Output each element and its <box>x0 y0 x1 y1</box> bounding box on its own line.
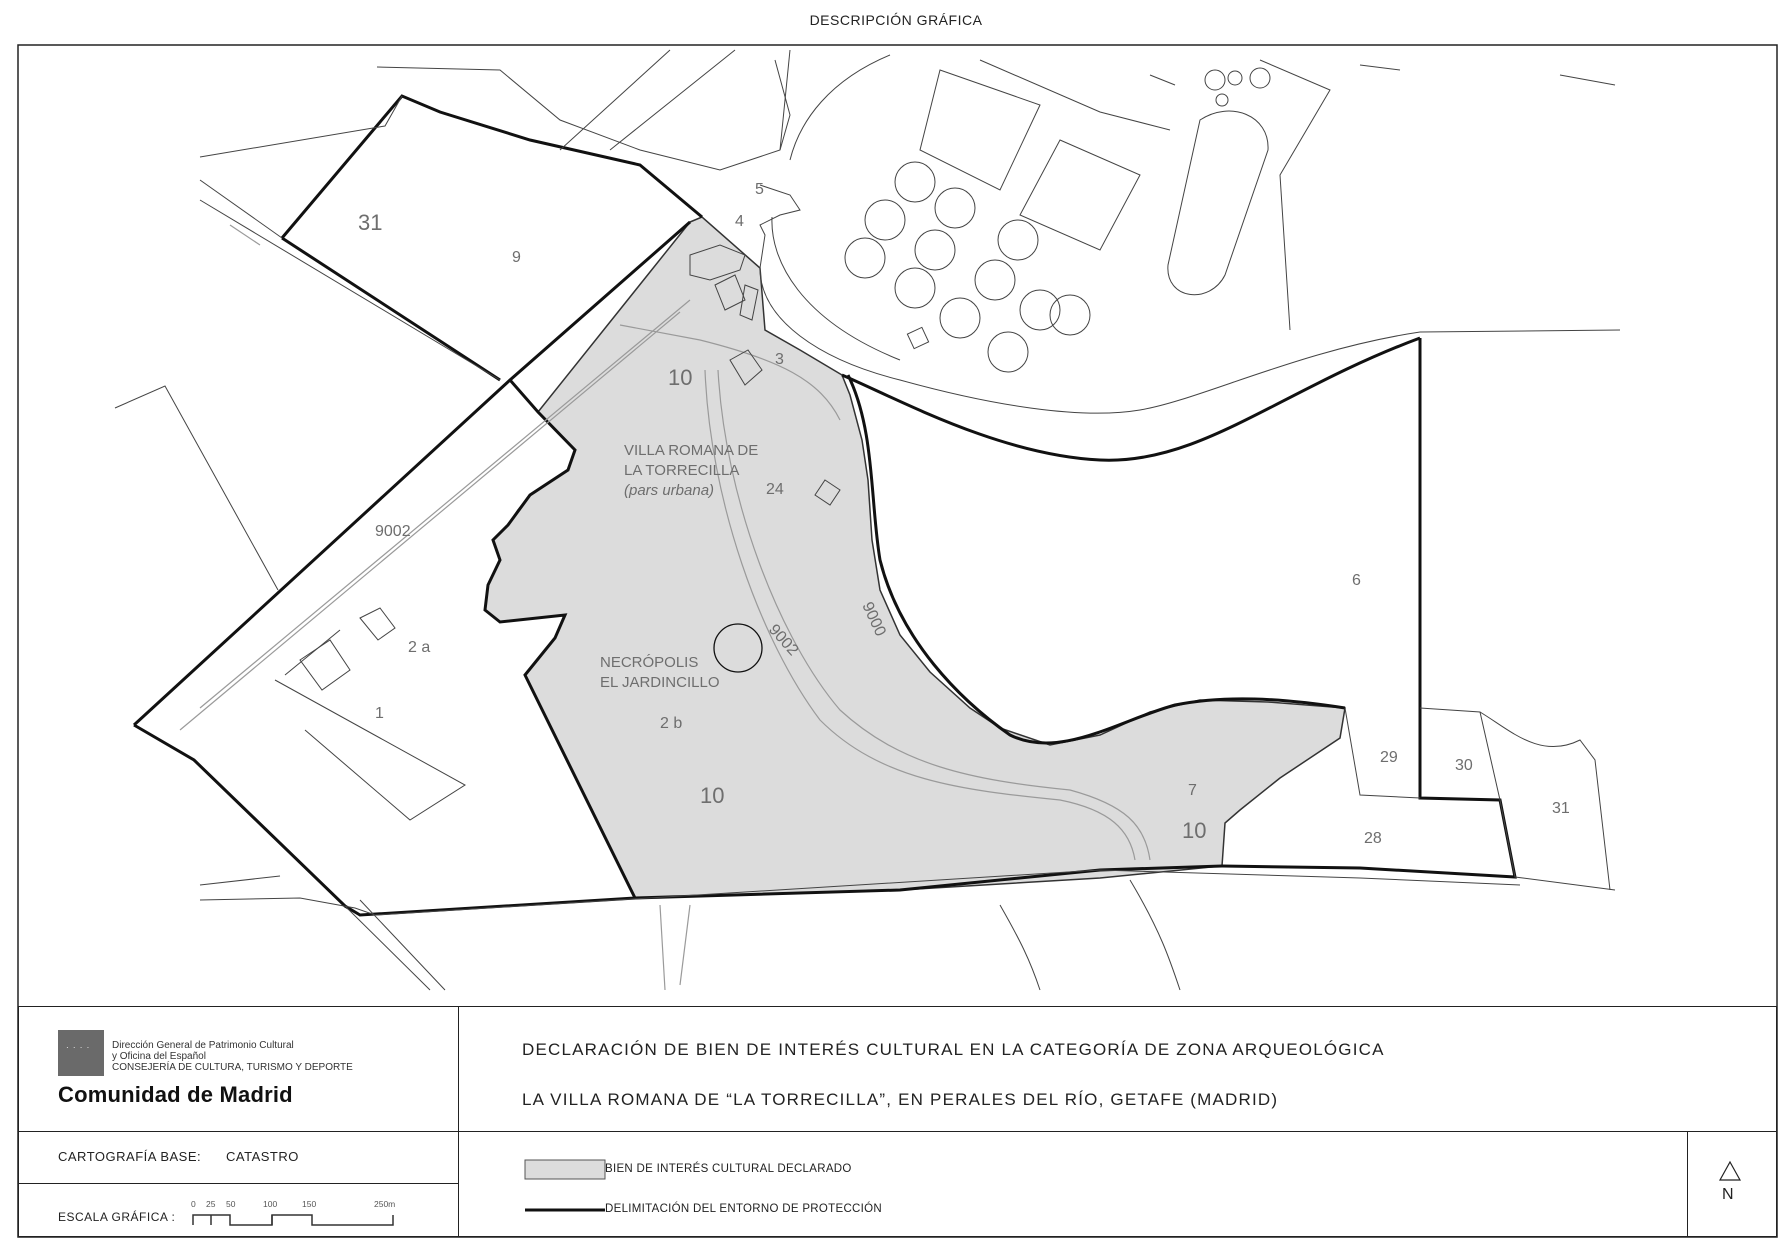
parcel-29-label: 29 <box>1380 749 1398 766</box>
base-scale-divider <box>18 1183 459 1184</box>
site-necropolis-line2: EL JARDINCILLO <box>600 674 720 691</box>
scale-tick-250: 250m <box>374 1199 396 1209</box>
site-necropolis-line1: NECRÓPOLIS <box>600 654 699 671</box>
scale-tick-25: 25 <box>206 1199 216 1209</box>
legend-bic-label: BIEN DE INTERÉS CULTURAL DECLARADO <box>605 1163 852 1175</box>
institution-line2: y Oficina del Español <box>112 1051 206 1062</box>
parcel-6-label: 6 <box>1352 572 1361 589</box>
parcel-24-label: 24 <box>766 481 784 498</box>
parcel-1-label: 1 <box>375 705 384 722</box>
parcel-28-label: 28 <box>1364 830 1382 847</box>
scale-tick-100: 100 <box>263 1199 278 1209</box>
madrid-logo <box>58 1030 104 1076</box>
parcel-30-label: 30 <box>1455 757 1473 774</box>
parcel-9-label: 9 <box>512 249 521 266</box>
protection-boundary-east <box>1222 338 1515 877</box>
scale-tick-150: 150 <box>302 1199 317 1209</box>
parcel-2a-label: 2 a <box>408 639 431 656</box>
bic-declared-area <box>485 217 1345 898</box>
parcel-2b-label: 2 b <box>660 715 683 732</box>
legend-boundary-label: DELIMITACIÓN DEL ENTORNO DE PROTECCIÓN <box>605 1203 882 1215</box>
treatment-tanks <box>845 68 1270 372</box>
protection-boundary-topriver <box>842 338 1420 460</box>
north-label: N <box>1722 1186 1734 1203</box>
site-title: LA VILLA ROMANA DE “LA TORRECILLA”, EN PERALES DEL RÍO, GETAFE (MADRID) <box>522 1090 1279 1109</box>
madrid-stars-icon: · · · · <box>66 1043 91 1052</box>
parcel-4-label: 4 <box>735 213 744 230</box>
parcel-31-label: 31 <box>358 210 383 235</box>
parcel-10-north-label: 10 <box>668 365 693 390</box>
page-header-title: DESCRIPCIÓN GRÁFICA <box>809 12 983 28</box>
base-value: CATASTRO <box>226 1149 299 1164</box>
site-villa-line2: LA TORRECILLA <box>624 462 740 479</box>
brand-name: Comunidad de Madrid <box>58 1082 293 1107</box>
site-villa-line1: VILLA ROMANA DE <box>624 442 759 459</box>
parcel-3-label: 3 <box>775 351 784 368</box>
north-panel <box>1687 1131 1777 1237</box>
legend-panel <box>458 1131 1688 1237</box>
institution-line1: Dirección General de Patrimonio Cultural <box>112 1040 294 1051</box>
parcel-31-east-label: 31 <box>1552 800 1570 817</box>
parcel-10-south-label: 10 <box>700 783 725 808</box>
parcel-5-label: 5 <box>755 181 764 198</box>
institution-line3: CONSEJERÍA DE CULTURA, TURISMO Y DEPORTE <box>112 1062 353 1073</box>
parcel-9000-label: 9000 <box>858 599 889 639</box>
parcel-7-label: 7 <box>1188 782 1197 799</box>
parcel-9002-west-label: 9002 <box>375 523 411 540</box>
base-label: CARTOGRAFÍA BASE: <box>58 1149 202 1164</box>
scale-tick-50: 50 <box>226 1199 236 1209</box>
parcel-9002-center-label: 9002 <box>765 621 802 660</box>
scale-label: ESCALA GRÁFICA : <box>58 1210 176 1224</box>
title-panel <box>458 1006 1777 1132</box>
declaration-title: DECLARACIÓN DE BIEN DE INTERÉS CULTURAL EN LA CATEGORÍA DE ZONA ARQUEOLÓGICA <box>522 1040 1385 1059</box>
parcel-10-east-label: 10 <box>1182 818 1207 843</box>
site-villa-line3: (pars urbana) <box>624 482 715 499</box>
scale-tick-0: 0 <box>191 1199 196 1209</box>
